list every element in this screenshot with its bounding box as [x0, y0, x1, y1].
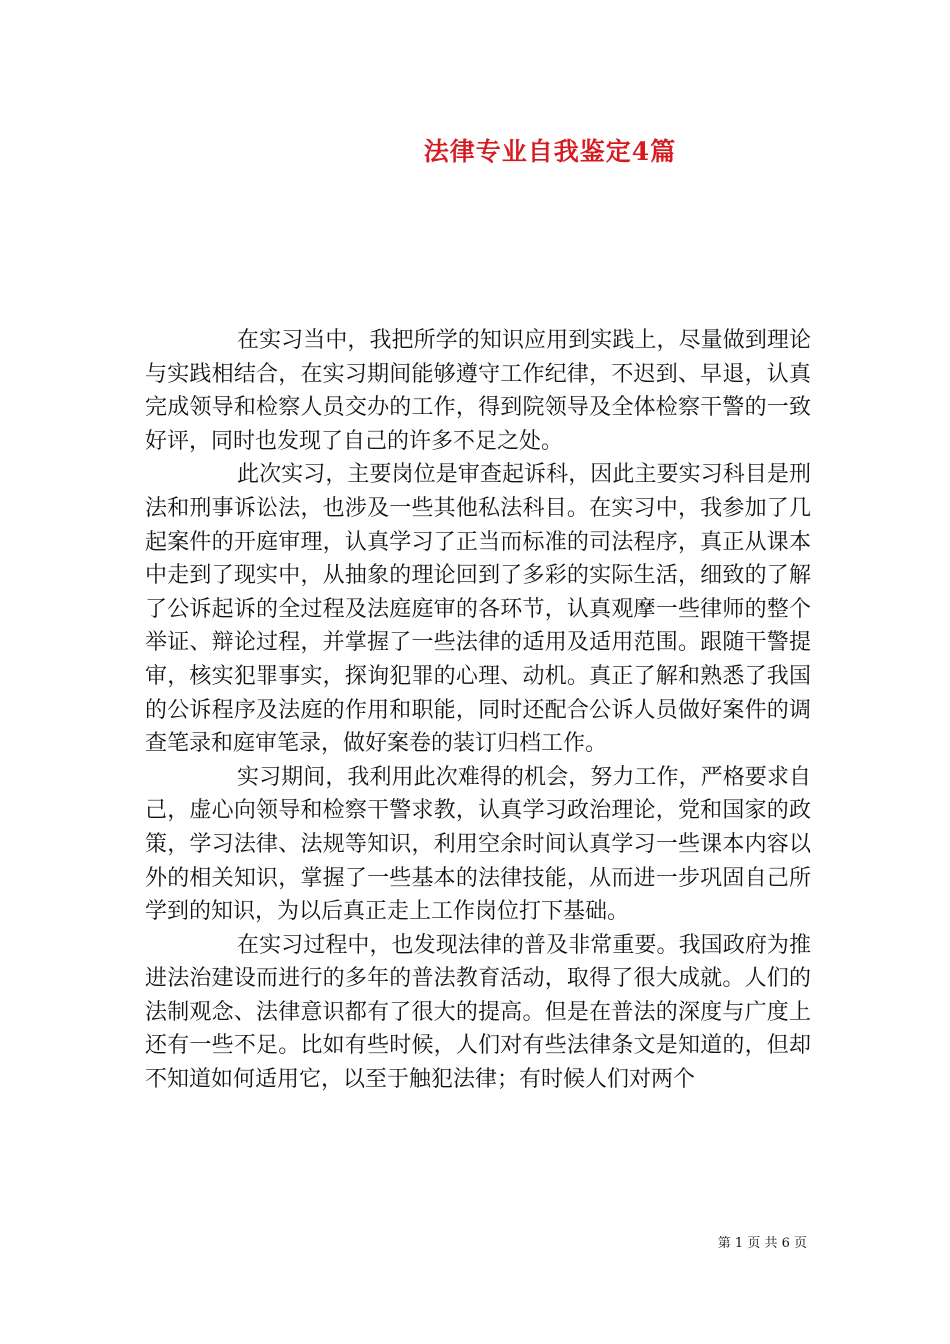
- paragraph-2: 此次实习，主要岗位是审查起诉科，因此主要实习科目是刑法和刑事诉讼法，也涉及一些其他私法科目。在实习中，我参加了几起案件的开庭审理，认真学习了正当而标准的司法程序，真正从课本中走到了现实中，从抽象的理论回到了多彩的实际生活，细致的了解了公诉起诉的全过程及法庭庭审的各环节，认真观摩一些律师的整个举证、辩论过程，并掌握了一些法律的适用及适用范围。跟随干警提审，核实犯罪事实，探询犯罪的心理、动机。真正了解和熟悉了我国的公诉程序及法庭的作用和职能，同时还配合公诉人员做好案件的调查笔录和庭审笔录，做好案卷的装订归档工作。: [145, 462, 811, 757]
- paragraph-1: 在实习当中，我把所学的知识应用到实践上，尽量做到理论与实践相结合，在实习期间能够遵守工作纪律，不迟到、早退，认真完成领导和检察人员交办的工作，得到院领导及全体检察干警的一致好评，同时也发现了自己的许多不足之处。: [145, 328, 811, 454]
- document-body: [145, 324, 811, 1097]
- page-number-footer: 第 1 页 共 6 页: [717, 1236, 807, 1251]
- document-title: 法律专业自我鉴定4篇: [423, 137, 677, 166]
- paragraph-3: 实习期间，我利用此次难得的机会，努力工作，严格要求自己，虚心向领导和检察干警求教，认真学习政治理论，党和国家的政策，学习法律、法规等知识，利用空余时间认真学习一些课本内容以外的相关知识，掌握了一些基本的法律技能，从而进一步巩固自己所学到的知识，为以后真正走上工作岗位打下基础。: [145, 764, 811, 925]
- paragraph-4: 在实习过程中，也发现法律的普及非常重要。我国政府为推进法治建设而进行的多年的普法教育活动，取得了很大成就。人们的法制观念、法律意识都有了很大的提高。但是在普法的深度与广度上还有一些不足。比如有些时候，人们对有些法律条文是知道的，但却不知道如何适用它，以至于触犯法律；有时候人们对两个: [145, 932, 811, 1093]
